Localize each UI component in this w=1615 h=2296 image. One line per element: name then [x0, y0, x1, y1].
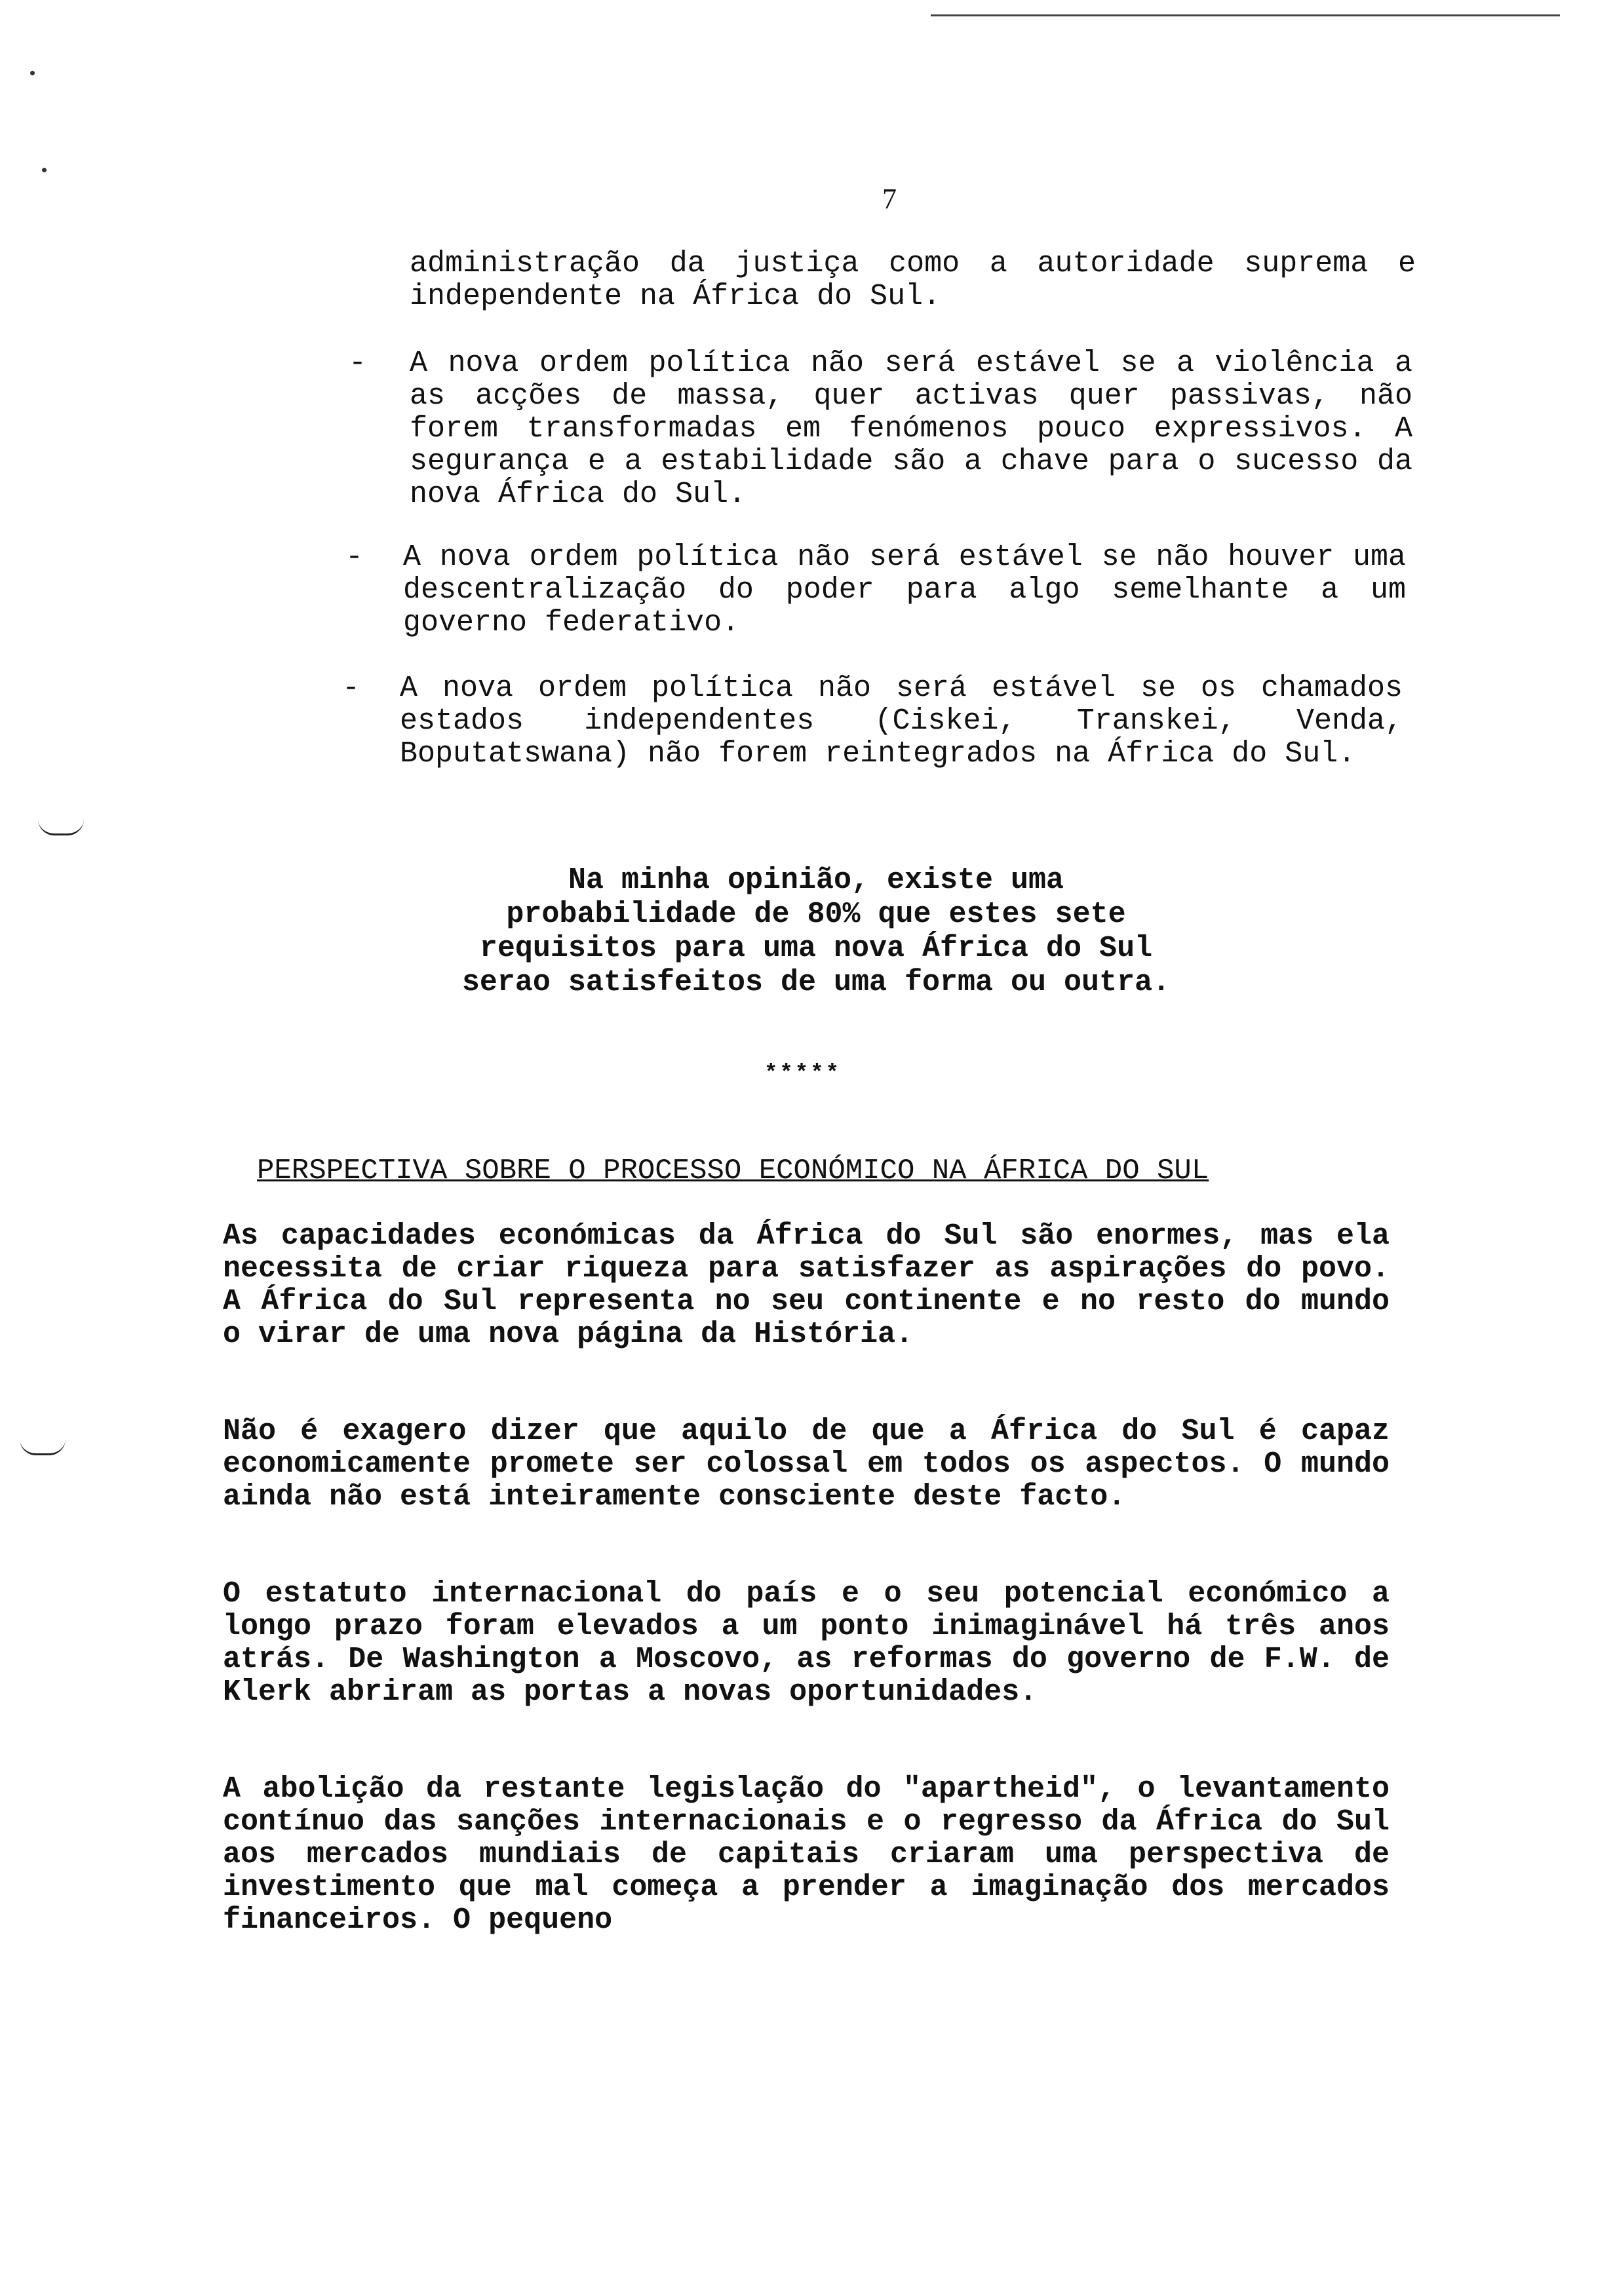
- paragraph-text: As capacidades económicas da África do Sul são enormes, mas ela necessita de criar riqueza para satisfazer as aspirações do povo. A África do Sul representa no seu continente e no resto do mundo o virar de uma nova página da História.: [223, 1219, 1390, 1351]
- bullet-item: [410, 347, 1412, 511]
- section-paragraph: [223, 1773, 1390, 1937]
- continuation-text: administração da justiça como a autoridade suprema e independente na África do Sul.: [410, 247, 1416, 313]
- section-heading: PERSPECTIVA SOBRE O PROCESSO ECONÓMICO NA ÁFRICA DO SUL: [257, 1155, 1209, 1187]
- opinion-line: requisitos para uma nova África do Sul: [479, 932, 1153, 965]
- opinion-statement: [419, 864, 1213, 1000]
- scan-punch-mark: [38, 819, 84, 835]
- scan-punch-mark: [20, 1439, 66, 1455]
- bullet-text: A nova ordem política não será estável se não houver uma descentralização do poder para algo semelhante a um governo federativo.: [403, 541, 1406, 640]
- opinion-line: Na minha opinião, existe uma: [568, 864, 1064, 897]
- section-separator: *****: [764, 1062, 842, 1086]
- section-paragraph: [223, 1578, 1390, 1709]
- section-paragraph: [223, 1415, 1390, 1514]
- opinion-line: probabilidade de 80% que estes sete: [506, 898, 1126, 931]
- scan-speck: [30, 71, 35, 75]
- bullet-dash: -: [345, 541, 364, 574]
- page-number: 7: [882, 183, 897, 215]
- bullet-item: [403, 541, 1406, 640]
- bullet-item: [400, 672, 1403, 771]
- bullet-dash: -: [349, 347, 367, 380]
- paragraph-text: A abolição da restante legislação do "apartheid", o levantamento contínuo das sanções internacionais e o regresso da África do Sul aos mercados mundiais de capitais criaram uma perspectiva de investimento que mal começa a prender a imaginação dos mercados financeiros. O pequeno: [223, 1772, 1390, 1937]
- section-paragraph: [223, 1220, 1390, 1351]
- paragraph-text: Não é exagero dizer que aquilo de que a África do Sul é capaz economicamente promete ser colossal em todos os aspectos. O mundo ainda não está inteiramente consciente deste facto.: [223, 1415, 1390, 1514]
- bullet-text: A nova ordem política não será estável se a violência a as acções de massa, quer activas quer passivas, não forem transformadas em fenómenos pouco expressivos. A segurança e a estabilidade são a chave para o sucesso da nova África do Sul.: [410, 347, 1412, 511]
- continuation-paragraph: [410, 248, 1416, 313]
- opinion-line: serao satisfeitos de uma forma ou outra.: [461, 966, 1171, 999]
- scan-top-rule: [931, 14, 1560, 16]
- bullet-text: A nova ordem política não será estável se os chamados estados independentes (Ciskei, Transkei, Venda, Boputatswana) não forem reintegrados na África do Sul.: [400, 672, 1403, 771]
- paragraph-text: O estatuto internacional do país e o seu potencial económico a longo prazo foram elevados a um ponto inimaginável há três anos atrás. De Washington a Moscovo, as reformas do governo de F.W. de Klerk abriram as portas a novas oportunidades.: [223, 1577, 1390, 1709]
- bullet-dash: -: [342, 672, 360, 705]
- scan-speck: [42, 168, 47, 172]
